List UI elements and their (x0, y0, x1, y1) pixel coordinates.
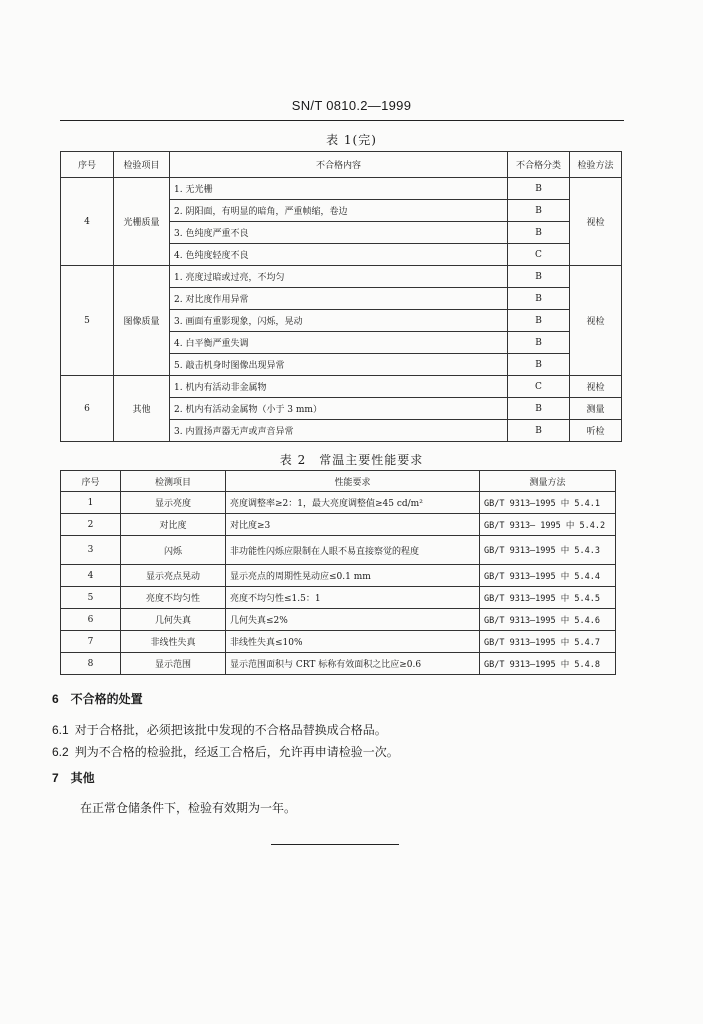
inspection-method: 视检 (570, 266, 622, 376)
header-rule (60, 120, 624, 121)
performance-requirement: 亮度调整率≥2：1，最大亮度调整值≥45 cd/m² (226, 492, 480, 514)
column-header: 检验方法 (570, 152, 622, 178)
table2 (60, 470, 616, 675)
inspection-item: 图像质量 (114, 266, 170, 376)
nonconformity-class: B (508, 420, 570, 442)
test-item: 显示亮度 (121, 492, 226, 514)
section-6-heading: 6 不合格的处置 (52, 692, 143, 706)
section-7-heading: 7 其他 (52, 771, 95, 785)
row-number: 6 (61, 376, 114, 442)
measurement-method: GB/T 9313—1995 中 5.4.4 (480, 565, 616, 587)
measurement-method: GB/T 9313—1995 中 5.4.5 (480, 587, 616, 609)
nonconformity-class: C (508, 376, 570, 398)
nonconformity-content: 1. 亮度过暗或过亮，不均匀 (170, 266, 508, 288)
column-header: 检验项目 (114, 152, 170, 178)
performance-requirement: 亮度不均匀性≤1.5：1 (226, 587, 480, 609)
table1-caption: 表 1(完) (326, 133, 377, 147)
table-row (61, 514, 616, 536)
inspection-method: 听检 (570, 420, 622, 442)
nonconformity-content: 2. 机内有活动金属物（小于 3 mm） (170, 398, 508, 420)
inspection-method: 视检 (570, 376, 622, 398)
measurement-method: GB/T 9313—1995 中 5.4.6 (480, 609, 616, 631)
table-row (61, 587, 616, 609)
nonconformity-content: 2. 对比度作用异常 (170, 288, 508, 310)
measurement-method: GB/T 9313— 1995 中 5.4.2 (480, 514, 616, 536)
row-number: 8 (61, 653, 121, 675)
column-header: 序号 (61, 152, 114, 178)
nonconformity-class: B (508, 288, 570, 310)
nonconformity-class: C (508, 244, 570, 266)
measurement-method: GB/T 9313—1995 中 5.4.3 (480, 536, 616, 565)
clause-text: 判为不合格的检验批，经返工合格后，允许再申请检验一次。 (74, 745, 399, 759)
nonconformity-class: B (508, 222, 570, 244)
performance-requirement: 非线性失真≤10% (226, 631, 480, 653)
table-row (61, 565, 616, 587)
clause-number: 6.2 (52, 745, 69, 759)
test-item: 闪烁 (121, 536, 226, 565)
column-header: 性能要求 (226, 471, 480, 492)
table-row (61, 376, 622, 398)
nonconformity-content: 4. 白平衡严重失调 (170, 332, 508, 354)
measurement-method: GB/T 9313—1995 中 5.4.8 (480, 653, 616, 675)
clause-6-2 (52, 743, 399, 760)
table-row (61, 178, 622, 200)
nonconformity-content: 3. 画面有重影现象，闪烁，晃动 (170, 310, 508, 332)
table-row (61, 653, 616, 675)
row-number: 5 (61, 266, 114, 376)
nonconformity-content: 1. 机内有活动非金属物 (170, 376, 508, 398)
inspection-method: 视检 (570, 178, 622, 266)
test-item: 显示范围 (121, 653, 226, 675)
column-header: 序号 (61, 471, 121, 492)
row-number: 3 (61, 536, 121, 565)
row-number: 7 (61, 631, 121, 653)
row-number: 6 (61, 609, 121, 631)
column-header: 不合格内容 (170, 152, 508, 178)
test-item: 对比度 (121, 514, 226, 536)
nonconformity-content: 1. 无光栅 (170, 178, 508, 200)
table-row (61, 536, 616, 565)
column-header: 检测项目 (121, 471, 226, 492)
section-7-paragraph: 在正常仓储条件下，检验有效期为一年。 (80, 801, 297, 815)
row-number: 5 (61, 587, 121, 609)
nonconformity-content: 3. 内置扬声器无声或声音异常 (170, 420, 508, 442)
nonconformity-class: B (508, 266, 570, 288)
table-row (61, 492, 616, 514)
performance-requirement: 非功能性闪烁应限制在人眼不易直接察觉的程度 (226, 536, 480, 565)
standard-header: SN/T 0810.2—1999 (291, 98, 412, 113)
nonconformity-content: 2. 阴阳面，有明显的暗角，严重帧缩，卷边 (170, 200, 508, 222)
nonconformity-class: B (508, 178, 570, 200)
nonconformity-content: 4. 色纯度轻度不良 (170, 244, 508, 266)
clause-text: 对于合格批，必须把该批中发现的不合格品替换成合格品。 (74, 723, 387, 737)
performance-requirement: 显示范围面积与 CRT 标称有效面积之比应≥0.6 (226, 653, 480, 675)
measurement-method: GB/T 9313—1995 中 5.4.1 (480, 492, 616, 514)
row-number: 4 (61, 178, 114, 266)
performance-requirement: 对比度≥3 (226, 514, 480, 536)
clause-6-1 (52, 721, 387, 738)
table1 (60, 151, 622, 442)
nonconformity-content: 5. 敲击机身时图像出现异常 (170, 354, 508, 376)
nonconformity-class: B (508, 200, 570, 222)
nonconformity-class: B (508, 332, 570, 354)
performance-requirement: 几何失真≤2% (226, 609, 480, 631)
column-header: 测量方法 (480, 471, 616, 492)
test-item: 几何失真 (121, 609, 226, 631)
test-item: 亮度不均匀性 (121, 587, 226, 609)
row-number: 2 (61, 514, 121, 536)
end-rule (271, 844, 399, 845)
test-item: 显示亮点晃动 (121, 565, 226, 587)
test-item: 非线性失真 (121, 631, 226, 653)
nonconformity-class: B (508, 310, 570, 332)
performance-requirement: 显示亮点的周期性晃动应≤0.1 mm (226, 565, 480, 587)
column-header: 不合格分类 (508, 152, 570, 178)
table-row (61, 631, 616, 653)
row-number: 1 (61, 492, 121, 514)
nonconformity-class: B (508, 398, 570, 420)
row-number: 4 (61, 565, 121, 587)
clause-number: 6.1 (52, 723, 69, 737)
inspection-item: 其他 (114, 376, 170, 442)
measurement-method: GB/T 9313—1995 中 5.4.7 (480, 631, 616, 653)
table-header-row (61, 471, 616, 492)
table-row (61, 266, 622, 288)
nonconformity-content: 3. 色纯度严重不良 (170, 222, 508, 244)
inspection-item: 光栅质量 (114, 178, 170, 266)
nonconformity-class: B (508, 354, 570, 376)
table-row (61, 609, 616, 631)
table-header-row (61, 152, 622, 178)
inspection-method: 测量 (570, 398, 622, 420)
table2-caption: 表 2 常温主要性能要求 (279, 453, 424, 467)
